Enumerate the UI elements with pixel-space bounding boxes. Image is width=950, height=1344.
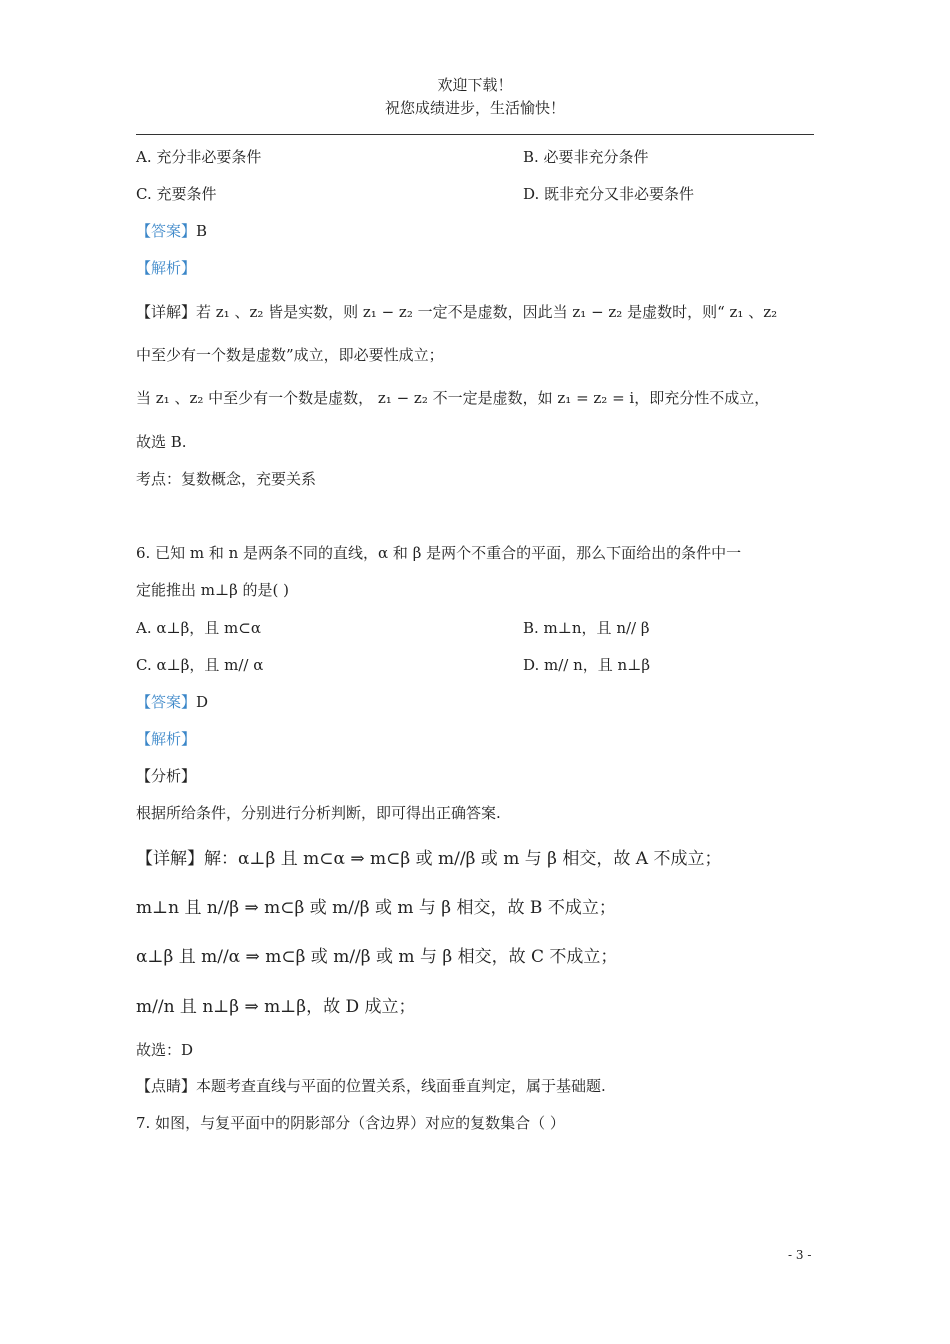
q6-option-d: D. m// n，且 n⊥β [523, 656, 650, 674]
q5-option-c: C. 充要条件 [136, 185, 217, 203]
q6-fenxi-text: 根据所给条件，分别进行分析判断，即可得出正确答案. [136, 804, 501, 822]
q5-kaodian: 考点：复数概念，充要关系 [136, 470, 317, 488]
q7-stem: 7. 如图，与复平面中的阴影部分（含边界）对应的复数集合（ ） [136, 1114, 565, 1132]
q6-detail-line-3: α⊥β 且 m//α ⇒ m⊂β 或 m//β 或 m 与 β 相交，故 C 不成立； [136, 947, 618, 967]
q5-detail-line-4: 故选 B. [136, 433, 187, 451]
header-line-2: 祝您成绩进步，生活愉快！ [384, 99, 565, 117]
q6-stem-line-2: 定能推出 m⊥β 的是( ) [136, 581, 290, 599]
q5-answer [136, 220, 207, 241]
q6-dianjing: 【点睛】本题考查直线与平面的位置关系，线面垂直判定，属于基础题. [136, 1077, 606, 1095]
q6-guxuan: 故选：D [136, 1041, 194, 1059]
q5-option-a: A. 充分非必要条件 [136, 148, 262, 166]
q5-answer-tag: 【答案】 [136, 222, 197, 240]
q5-detail-line-1: 【详解】若 z₁ 、z₂ 皆是实数，则 z₁ − z₂ 一定不是虚数，因此当 z₁ − z₂ 是虚数时，则“ z₁ 、z₂ [136, 303, 778, 321]
q6-option-c: C. α⊥β，且 m// α [136, 656, 264, 674]
q6-detail-line-1: 【详解】解：α⊥β 且 m⊂α ⇒ m⊂β 或 m//β 或 m 与 β 相交，故 A 不成立； [136, 849, 722, 869]
q5-analysis-tag: 【解析】 [136, 259, 197, 277]
q5-detail-line-3: 当 z₁ 、z₂ 中至少有一个数是虚数， z₁ − z₂ 不一定是虚数，如 z₁ = z₂ = i，即充分性不成立， [136, 389, 770, 407]
q6-stem-line-1: 6. 已知 m 和 n 是两条不同的直线，α 和 β 是两个不重合的平面，那么下面给出的条件中一 [136, 544, 742, 562]
q6-option-b: B. m⊥n，且 n// β [523, 619, 650, 637]
q6-answer-value: D [196, 693, 209, 711]
q6-analysis-tag: 【解析】 [136, 730, 197, 748]
q5-detail-line-2: 中至少有一个数是虚数”成立，即必要性成立； [136, 346, 444, 364]
q6-answer-tag: 【答案】 [136, 693, 197, 711]
q6-option-a: A. α⊥β，且 m⊂α [136, 619, 261, 637]
page-number: - 3 - [788, 1248, 812, 1262]
q6-detail-line-2: m⊥n 且 n//β ⇒ m⊂β 或 m//β 或 m 与 β 相交，故 B 不成立； [136, 898, 616, 918]
q5-option-b: B. 必要非充分条件 [523, 148, 649, 166]
q5-answer-value: B [196, 222, 208, 240]
q5-option-d: D. 既非充分又非必要条件 [523, 185, 695, 203]
header-rule [136, 134, 814, 135]
q6-answer [136, 691, 208, 712]
header-line-1: 欢迎下载！ [437, 76, 513, 94]
q6-detail-line-4: m//n 且 n⊥β ⇒ m⊥β，故 D 成立； [136, 997, 416, 1017]
q6-fenxi-tag: 【分析】 [136, 767, 197, 785]
